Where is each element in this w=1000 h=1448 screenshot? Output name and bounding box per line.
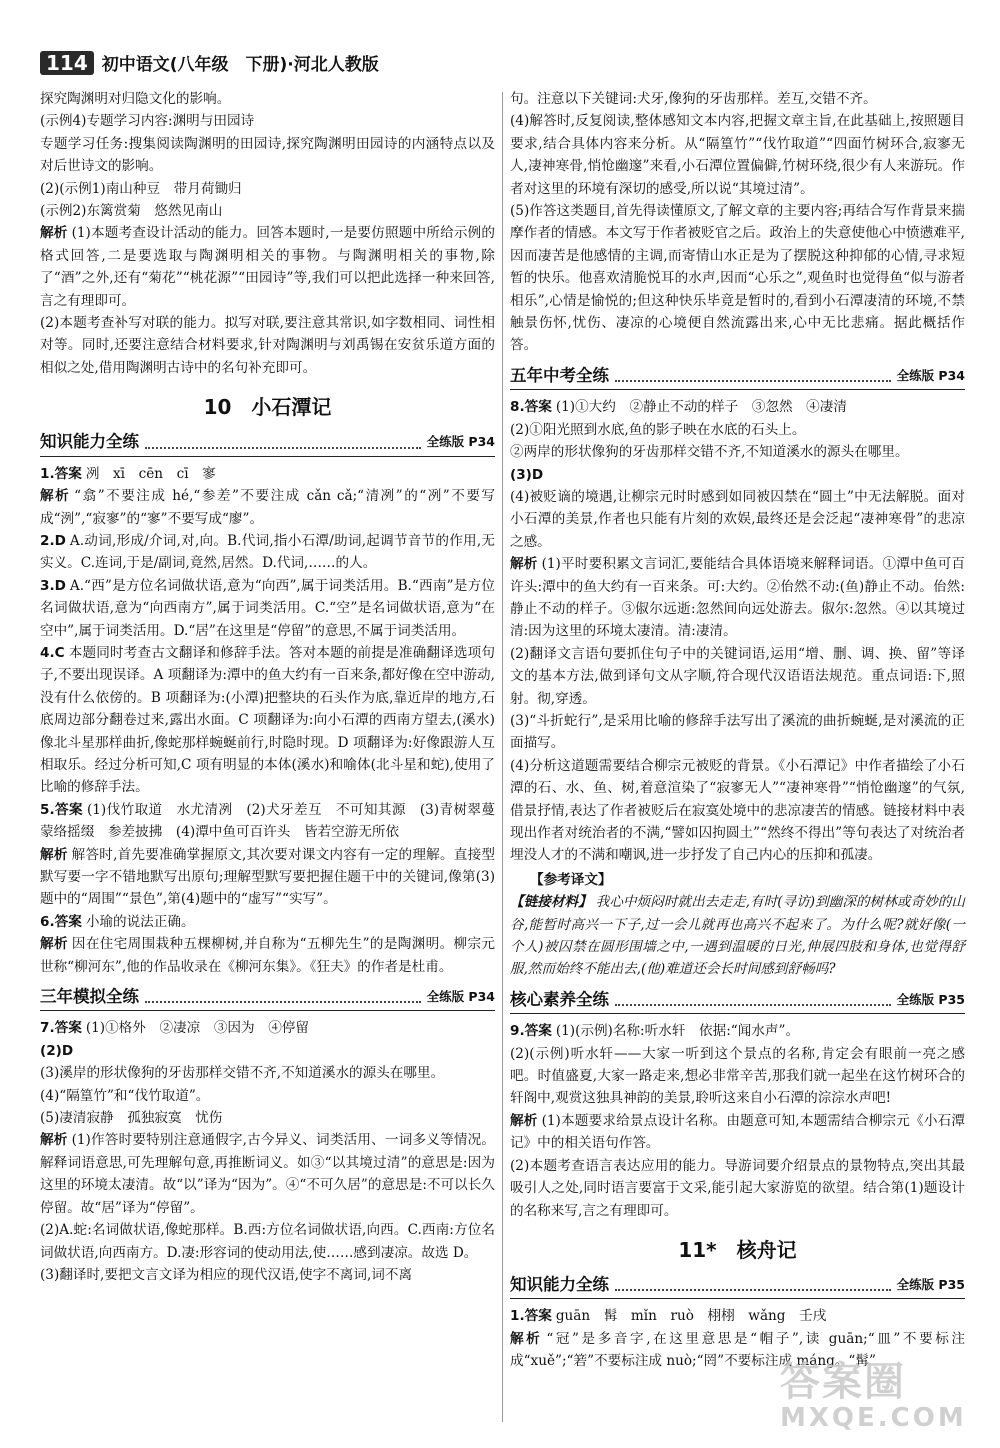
paragraph: (5)凄清寂静 孤独寂寞 忧伤 bbox=[40, 1110, 223, 1127]
leader-dots bbox=[145, 447, 421, 449]
lesson-name: 核舟记 bbox=[736, 1237, 797, 1262]
paragraph: (2)翻译文言语句要抓住句子中的关键词语,运用“增、删、调、换、留”等译文的基本方法,做到译句文从字顺,符合现代汉语语法规范。重点词语:下,照射。彻,穿透。 bbox=[510, 645, 965, 707]
section-heading bbox=[40, 431, 495, 456]
analysis-label: 解析 bbox=[510, 1112, 538, 1129]
leader-dots bbox=[615, 1004, 891, 1006]
analysis-text: (1)本题要求给景点设计名称。由题意可知,本题需结合柳宗元《小石潭记》中的相关语句作答。 bbox=[510, 1112, 966, 1152]
analysis-text: 因在住宅周围栽种五棵柳树,并自称为“五柳先生”的是陶渊明。柳宗元世称“柳河东”,他的作品收录在《柳河东集》。《狂夫》的作者是杜甫。 bbox=[40, 936, 496, 975]
watermark-text: 答案圈 bbox=[780, 1359, 906, 1405]
paragraph: (2)A.蛇:名词做状语,像蛇那样。B.西:方位名词做状语,向西。C.西南:方位名词做状语,向西南方。D.凄:形容词的使动用法,使……感到凄凉。故选 D。 bbox=[40, 1222, 495, 1261]
reference-translation-heading: 【参考译文】 bbox=[530, 871, 612, 888]
lesson-title bbox=[40, 393, 495, 421]
answer bbox=[40, 1017, 495, 1039]
section-version: 全练版 P35 bbox=[896, 1276, 965, 1292]
section-version: 全练版 P34 bbox=[426, 434, 495, 450]
paragraph: (2)D bbox=[40, 1042, 74, 1059]
answer-text: 小瑜的说法正确。 bbox=[85, 913, 195, 930]
leader-dots bbox=[615, 380, 891, 382]
section-name: 三年模拟全练 bbox=[40, 987, 139, 1007]
answer-label: 5.答案 bbox=[40, 801, 83, 818]
column-divider bbox=[502, 92, 503, 1422]
lesson-number: 10 bbox=[203, 395, 232, 420]
analysis-label: 解析 bbox=[510, 1330, 543, 1347]
analysis-text: 解答时,首先要准确掌握原文,其次要对课文内容有一定的理解。直接型默写要一字不错地默写出原句;理解型默写要把握住题干中的关键词,像第(3)题中的“周围”“景色”,第(4)题中的“虚写”“实写”。 bbox=[40, 846, 496, 908]
answer bbox=[510, 396, 965, 418]
analysis-text: “翕”不要注成 hé,“参差”不要注成 cǎn cǎ;“清冽”的“冽”不要写成“洌”,“寂寥”的“寥”不要写成“廖”。 bbox=[40, 488, 496, 527]
paragraph: 句。注意以下关键词:犬牙,像狗的牙齿那样。差互,交错不齐。 bbox=[510, 91, 877, 107]
paragraph: (2)①阳光照到水底,鱼的影子映在水底的石头上。 bbox=[510, 421, 806, 438]
answer bbox=[510, 1305, 965, 1327]
analysis-label: 解析 bbox=[40, 225, 68, 242]
section-name: 五年中考全练 bbox=[510, 365, 609, 385]
paragraph: (示例4)专题学习内容:渊明与田园诗 bbox=[40, 113, 255, 130]
analysis bbox=[40, 485, 495, 530]
paragraph: (4)被贬谪的境遇,让柳宗元时时感到如同被囚禁在“圆土”中无法解脱。面对小石潭的美景,作者也只能有片刻的欢娱,最终还是会泛起“凄神寒骨”的悲凉之感。 bbox=[510, 488, 965, 550]
right-column bbox=[510, 88, 965, 1373]
watermark-logo bbox=[780, 1360, 980, 1438]
analysis-label: 解析 bbox=[40, 1132, 68, 1149]
answer-text: A.动词,形成/介词,对,向。B.代词,指小石潭/助词,起调节音节的作用,无实义。C.连词,于是/副词,竟然,居然。D.代词,……的人。 bbox=[40, 532, 495, 572]
answer-text: 本题同时考查古文翻译和修辞手法。答对本题的前提是准确翻译选项句子,不要出现误译。A 项翻译为:潭中的鱼大约有一百来条,都好像在空中游动,没有什么依傍的。B 项翻译为:(小潭)把整块的石头作为底,靠近岸的地方,石底周边部分翻卷过来,露出水面。C 项翻译为:向小石潭的西南方望去,(溪水)像北斗星那样曲折,像蛇那样蜿蜒前行,时隐时现。D 项翻译为:好像跟游人互相取乐。经过分析可知,C 项有明显的本体(溪水)和喻体(北斗星和蛇),使用了比喻的修辞手法。 bbox=[40, 644, 495, 796]
analysis-text: “冠”是多音字,在这里意思是“帽子”,读 guān;“皿”不要标注成“xuě”;“箬”不要标注成 nuò;“罔”不要标注成 máng。“髯” bbox=[510, 1330, 965, 1370]
answer-text: A.“西”是方位名词做状语,意为“向西”,属于词类活用。B.“西南”是方位名词做状语,意为“向西南方”,属于词类活用。C.“空”是名词做状语,意为“在空中”,属于词类活用。D.“居”在这里是“停留”的意思,不属于词类活用。 bbox=[40, 577, 495, 639]
analysis bbox=[40, 844, 495, 911]
section-name: 核心素养全练 bbox=[510, 989, 609, 1009]
paragraph: (示例2)东篱赏菊 悠然见南山 bbox=[40, 203, 223, 220]
analysis-label: 解析 bbox=[40, 488, 71, 505]
lesson-title bbox=[510, 1236, 965, 1264]
analysis bbox=[510, 1110, 965, 1155]
paragraph: 专题学习任务:搜集阅读陶渊明的田园诗,探究陶渊明田园诗的内涵特点以及对后世诗文的影响。 bbox=[40, 135, 495, 175]
page-header bbox=[40, 50, 960, 76]
section-version: 全练版 P34 bbox=[426, 989, 495, 1005]
paragraph: (3)“斗折蛇行”,是采用比喻的修辞手法写出了溪流的曲折蜿蜒,是对溪流的正面描写。 bbox=[510, 712, 965, 752]
answer-label: 3.D bbox=[40, 577, 66, 594]
page-number: 114 bbox=[40, 51, 94, 75]
answer bbox=[40, 642, 495, 799]
answer-text: (1)①格外 ②凄凉 ③因为 ④停留 bbox=[85, 1020, 309, 1037]
paragraph: ②两岸的形状像狗的牙齿那样交错不齐,不知道溪水的源头在哪里。 bbox=[510, 444, 909, 461]
paragraph: (3)翻译时,要把文言文译为相应的现代汉语,使字不离词,词不离 bbox=[40, 1266, 413, 1283]
answer-label: 1.答案 bbox=[510, 1308, 552, 1325]
answer bbox=[40, 911, 495, 933]
paragraph: (4)解答时,反复阅读,整体感知文本内容,把握文章主旨,在此基础上,按照题目要求,结合具体内容来分析。从“隔篁竹”“伐竹取道”“四面竹树环合,寂寥无人,凄神寒骨,悄怆幽邃”来看,小石潭位置偏僻,竹树环绕,很少有人来游玩。作者对这里的环境有深切的感受,所以说“其境过清”。 bbox=[510, 113, 965, 197]
paragraph: (5)作答这类题目,首先得读懂原文,了解文章的主要内容;再结合写作背景来揣摩作者的情感。本文写于作者被贬官之后。政治上的失意使他心中愤懑难平,因而凄苦是他感情的主调,而寄情山水正是为了摆脱这种抑郁的心情,寻求短暂的快乐。他喜欢清脆悦耳的水声,因而“心乐之”,观鱼时也觉得鱼“似与游者相乐”,心情是愉悦的;但这种快乐毕竟是暂时的,看到小石潭凄清的环境,不禁触景伤怀,忧伤、凄凉的心境便自然流露出来,心中无比悲痛。据此概括作答。 bbox=[510, 203, 965, 354]
answer-text: (1)(示例)名称:听水轩 依据:“闻水声”。 bbox=[555, 1023, 800, 1040]
answer bbox=[40, 575, 495, 642]
section-heading bbox=[510, 989, 965, 1014]
leader-dots bbox=[145, 1001, 421, 1003]
analysis bbox=[510, 553, 965, 643]
answer-text: 冽 xī cēn cī 寥 bbox=[85, 465, 216, 482]
answer-label: 4.C bbox=[40, 644, 65, 661]
answer-label: 8.答案 bbox=[510, 399, 552, 416]
answer bbox=[40, 530, 495, 575]
lesson-name: 小石潭记 bbox=[251, 395, 332, 420]
reference-translation bbox=[510, 891, 965, 981]
analysis-text: (1)作答时要特别注意通假字,古今异义、词类活用、一词多义等情况。解释词语意思,可先理解句意,再推断词义。如③“以其境过清”的意思是:因为这里的环境太凄清。故“以”译为“因为”。④“不可久居”的意思是:不可以长久停留。故“居”译为“停留”。 bbox=[40, 1132, 496, 1216]
paragraph: (2)本题考查补写对联的能力。拟写对联,要注意其常识,如字数相同、词性相对等。同时,还要注意结合材料要求,针对陶渊明与刘禹锡在安贫乐道方面的相似之处,借用陶渊明古诗中的名句补充即可。 bbox=[40, 315, 495, 376]
section-version: 全练版 P34 bbox=[896, 367, 965, 383]
answer-text: (1)①大约 ②静止不动的样子 ③忽然 ④凄清 bbox=[555, 399, 847, 416]
paragraph: (2)(示例)听水轩——大家一听到这个景点的名称,肯定会有眼前一亮之感吧。时值盛夏,大家一路走来,想必非常辛苦,那我们就一起坐在这竹树环合的轩阁中,观赏这独具神韵的美景,聆听这来自小石潭的淙淙水声吧! bbox=[510, 1045, 965, 1107]
paragraph: (3)D bbox=[510, 466, 544, 483]
paragraph: (2)(示例1)南山种豆 带月荷锄归 bbox=[40, 180, 242, 197]
book-title: 初中语文(八年级 下册)·河北人教版 bbox=[101, 55, 379, 75]
answer-label: 1.答案 bbox=[40, 465, 82, 482]
paragraph: (4)分析这道题需要结合柳宗元被贬的背景。《小石潭记》中作者描绘了小石潭的石、水、鱼、树,着意渲染了“寂寥无人”“凄神寒骨”“悄怆幽邃”的气氛,借景抒情,表达了作者被贬后在寂寞处境中的悲凉凄苦的情感。链接材料中表现出作者对统治者的不满,“譬如囚拘圆土”“然终不得出”等句表达了对统治者埋没人才的不满和嘲讽,进一步抒发了自己内心的压抑和孤凄。 bbox=[510, 757, 965, 864]
translation-text: 我心中烦闷时就出去走走,有时(寻访)到幽深的树林或奇妙的山谷,能暂时高兴一下子,过一会儿就再也高兴不起来了。为什么呢?就好像(一个人)被囚禁在圆形围墙之中,一遇到温暖的日光,伸展四肢和身体,也觉得舒服,然而始终不能出去,(他)难道还会长时间感到舒畅吗? bbox=[510, 894, 965, 978]
watermark-url: MXQE.COM bbox=[780, 1403, 967, 1433]
answer bbox=[510, 1020, 965, 1042]
paragraph: 探究陶渊明对归隐文化的影响。 bbox=[40, 91, 231, 107]
paragraph: (4)“隔篁竹”和“伐竹取道”。 bbox=[40, 1087, 210, 1104]
section-name: 知识能力全练 bbox=[40, 432, 139, 452]
section-heading bbox=[40, 986, 495, 1011]
analysis-label: 解析 bbox=[40, 936, 68, 953]
section-version: 全练版 P35 bbox=[896, 991, 965, 1007]
paragraph: (3)溪岸的形状像狗的牙齿那样交错不齐,不知道溪水的源头在哪里。 bbox=[40, 1065, 445, 1082]
answer-label: 6.答案 bbox=[40, 913, 82, 930]
section-heading bbox=[510, 365, 965, 390]
analysis-text: (1)本题考查设计活动的能力。回答本题时,一是要仿照题中所给示例的格式回答,二是要选取与陶渊明相关的事物。与陶渊明相关的事物,除了“酒”之外,还有“菊花”“桃花源”“田园诗”等,我们可以把此选择一种来回答,言之有理即可。 bbox=[40, 225, 496, 309]
answer-label: 9.答案 bbox=[510, 1023, 552, 1040]
answer-text: guān 髯 mǐn ruò 栩栩 wǎng 壬戌 bbox=[555, 1308, 827, 1325]
analysis-text: (1)平时要积累文言词汇,要能结合具体语境来解释词语。①潭中鱼可百许头:潭中的鱼大约有一百来条。可:大约。②佁然不动:(鱼)静止不动。佁然:静止不动的样子。③俶尔远逝:忽然间向远处游去。俶尔:忽然。④以其境过清:因为这里的环境太凄清。清:凄清。 bbox=[510, 556, 966, 640]
answer-label: 2.D bbox=[40, 532, 66, 549]
analysis bbox=[40, 222, 495, 312]
paragraph: (2)本题考查语言表达应用的能力。导游词要介绍景点的景物特点,突出其最吸引人之处,同时语言要富于文采,能引起大家游览的欲望。结合第(1)题设计的名称来写,言之有理即可。 bbox=[510, 1157, 965, 1219]
answer bbox=[40, 463, 495, 485]
answer-label: 7.答案 bbox=[40, 1020, 82, 1037]
analysis-label: 解析 bbox=[40, 846, 68, 863]
analysis bbox=[40, 1129, 495, 1219]
left-column bbox=[40, 88, 509, 1286]
section-name: 知识能力全练 bbox=[510, 1274, 609, 1294]
answer-text: (1)伐竹取道 水尤清冽 (2)犬牙差互 不可知其源 (3)青树翠蔓 蒙络摇缀 参差披拂 (4)潭中鱼可百许头 皆若空游无所依 bbox=[40, 801, 509, 841]
translation-label: 【链接材料】 bbox=[510, 894, 592, 911]
leader-dots bbox=[615, 1289, 891, 1291]
answer bbox=[40, 799, 509, 844]
lesson-number: 11* bbox=[678, 1237, 717, 1262]
analysis-label: 解析 bbox=[510, 556, 538, 573]
analysis bbox=[40, 933, 495, 978]
section-heading bbox=[510, 1274, 965, 1299]
